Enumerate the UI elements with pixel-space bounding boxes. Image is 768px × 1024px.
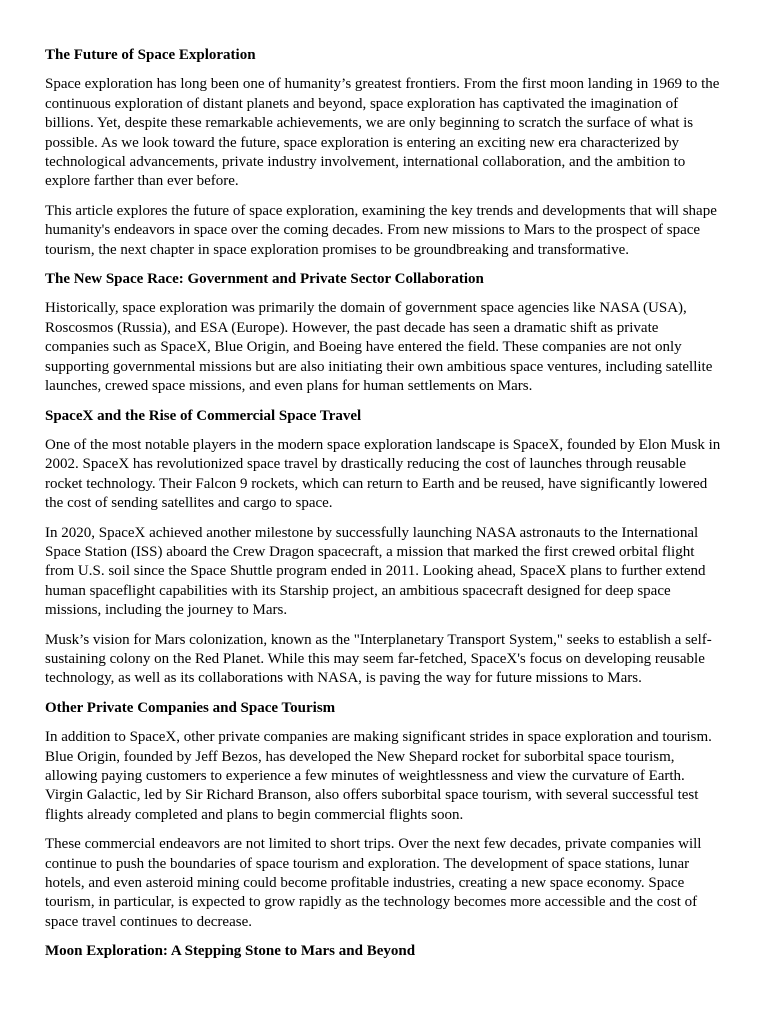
article-title: The Future of Space Exploration xyxy=(45,47,256,63)
section-heading-moon-exploration: Moon Exploration: A Stepping Stone to Mars and Beyond xyxy=(45,943,416,960)
spacex-paragraph-3: Musk’s vision for Mars colonization, known as the "Interplanetary Transport System," seeks to establish a self-sustaining colony on the Red Planet. While this may seem far-fetched, SpaceX's focus on developing reusable technology, as well as its collaborations with NASA, is paving the way for future missions to Mars. xyxy=(45,631,712,687)
spacex-paragraph-2: In 2020, SpaceX achieved another milestone by successfully launching NASA astronauts to the International Space Station (ISS) aboard the Crew Dragon spacecraft, a mission that marked the first crewed orbital flight from U.S. soil since the Space Shuttle program ended in 2011. Looking ahead, SpaceX plans to further extend human spaceflight capabilities with its Starship project, an ambitious spacecraft designed for deep space missions, including the journey to Mars. xyxy=(45,524,706,619)
section-heading-new-space-race: The New Space Race: Government and Private Sector Collaboration xyxy=(45,271,484,288)
overview-paragraph: This article explores the future of space exploration, examining the key trends and developments that will shape humanity's endeavors in space over the coming decades. From new missions to Mars to the prospect of space tourism, the next chapter in space exploration promises to be groundbreaking and transformative. xyxy=(45,202,717,258)
section-heading-spacex: SpaceX and the Rise of Commercial Space Travel xyxy=(45,407,362,424)
new-space-race-paragraph: Historically, space exploration was primarily the domain of government space agencies like NASA (USA), Roscosmos (Russia), and ESA (Europe). However, the past decade has seen a dramatic shift as private companies such as SpaceX, Blue Origin, and Boeing have entered the field. These companies are not only supporting governmental missions but are also initiating their own ambitious space ventures, including satellite launches, crewed space missions, and even plans for human settlements on Mars. xyxy=(45,300,713,395)
spacex-paragraph-1: One of the most notable players in the modern space exploration landscape is SpaceX, founded by Elon Musk in 2002. SpaceX has revolutionized space travel by drastically reducing the cost of launches through reusable rocket technology. Their Falcon 9 rockets, which can return to Earth and be reused, have significantly lowered the cost of sending satellites and cargo to space. xyxy=(45,436,721,512)
private-companies-paragraph-1: In addition to SpaceX, other private companies are making significant strides in space exploration and tourism. Blue Origin, founded by Jeff Bezos, has developed the New Shepard rocket for suborbital space tourism, allowing paying customers to experience a few minutes of weightlessness and view the curvature of Earth. Virgin Galactic, led by Sir Richard Branson, also offers suborbital space tourism, with several successful test flights already completed and plans to begin commercial flights soon. xyxy=(45,729,712,823)
private-companies-paragraph-2: These commercial endeavors are not limited to short trips. Over the next few decades, private companies will continue to push the boundaries of space tourism and exploration. The development of space stations, lunar hotels, and even asteroid mining could become profitable industries, creating a new space economy. Space tourism, in particular, is expected to grow rapidly as the technology becomes more accessible and the cost of space travel continues to decrease. xyxy=(45,836,702,930)
section-heading-private-companies: Other Private Companies and Space Tourism xyxy=(45,699,336,716)
intro-paragraph: Space exploration has long been one of humanity’s greatest frontiers. From the first moon landing in 1969 to the continuous exploration of distant planets and beyond, space exploration has captivated the imagination of billions. Yet, despite these remarkable achievements, we are only beginning to scratch the surface of what is possible. As we look toward the future, space exploration is entering an exciting new era characterized by technological advancements, private industry involvement, international collaboration, and the ambition to explore farther than ever before. xyxy=(45,76,720,190)
